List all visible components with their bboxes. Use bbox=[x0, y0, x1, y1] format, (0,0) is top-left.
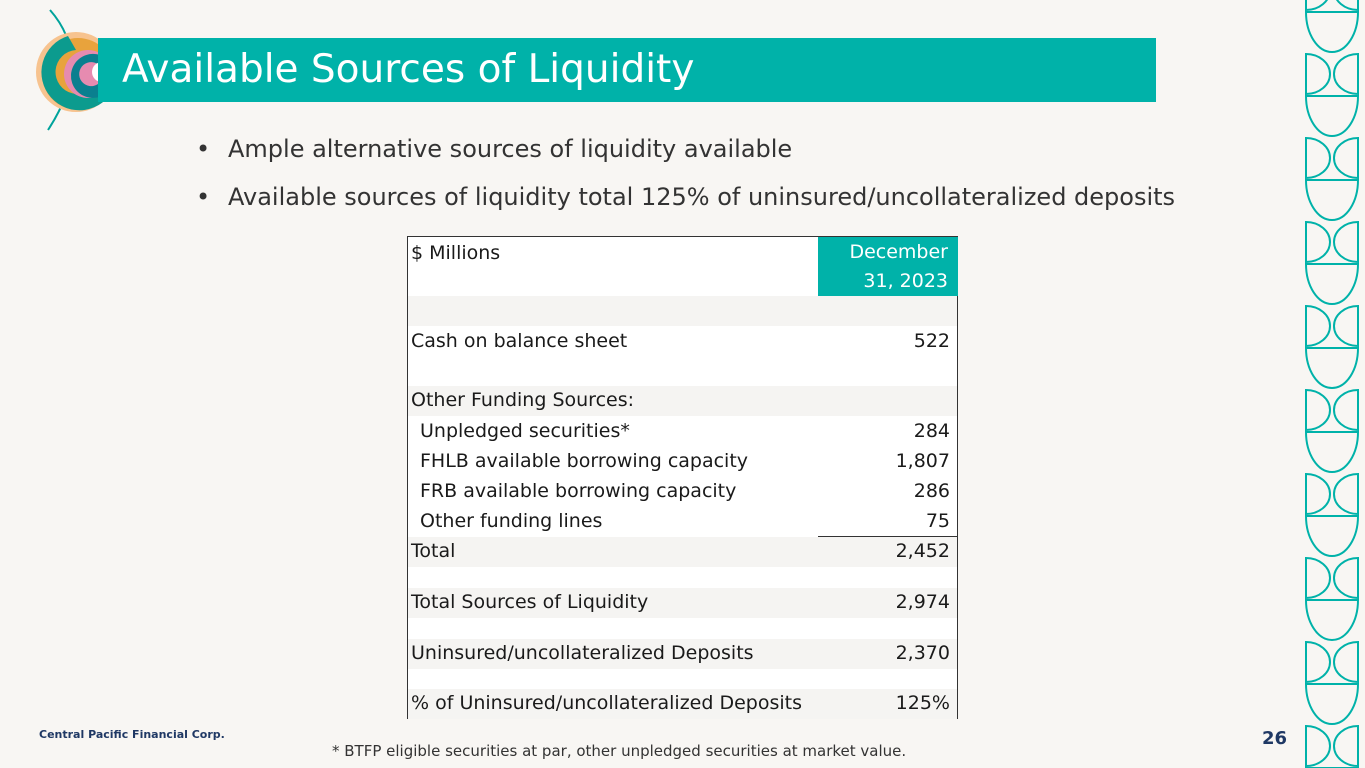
row-label: Unpledged securities* bbox=[420, 420, 630, 442]
column-header bbox=[818, 237, 958, 296]
column-header-line: December bbox=[849, 241, 948, 263]
table-corner-label: $ Millions bbox=[411, 242, 501, 264]
table-row bbox=[408, 386, 957, 416]
row-label: Total Sources of Liquidity bbox=[411, 591, 649, 613]
table-row bbox=[408, 327, 957, 357]
company-name: Central Pacific Financial Corp. bbox=[39, 728, 225, 741]
bullet-text: Available sources of liquidity total 125% of uninsured/uncollateralized deposits bbox=[228, 183, 1176, 211]
row-label: % of Uninsured/uncollateralized Deposits bbox=[411, 692, 803, 714]
pattern-mark bbox=[1306, 642, 1330, 682]
bullet-item bbox=[196, 128, 1175, 176]
spacer-row bbox=[408, 296, 957, 326]
pattern-mark bbox=[1306, 390, 1330, 430]
pattern-mark bbox=[1306, 684, 1358, 724]
pattern-mark bbox=[1334, 474, 1358, 514]
pattern-mark bbox=[1306, 558, 1330, 598]
half-circle-pattern-icon bbox=[1302, 0, 1362, 768]
pattern-mark bbox=[1306, 348, 1358, 388]
bullet-marker: • bbox=[196, 135, 211, 163]
pattern-mark bbox=[1334, 390, 1358, 430]
row-value: 125% bbox=[895, 692, 950, 714]
page-title: Available Sources of Liquidity bbox=[122, 47, 695, 92]
row-value: 2,370 bbox=[895, 642, 950, 664]
pattern-mark bbox=[1334, 306, 1358, 346]
pattern-mark bbox=[1306, 138, 1330, 178]
bullet-text: Ample alternative sources of liquidity available bbox=[228, 135, 793, 163]
table-row bbox=[408, 639, 957, 669]
table-row bbox=[408, 689, 957, 719]
bullet-marker: • bbox=[196, 183, 211, 211]
row-label: Other Funding Sources: bbox=[411, 389, 634, 411]
pattern-mark bbox=[1306, 516, 1358, 556]
table-row bbox=[408, 447, 957, 477]
row-value: 284 bbox=[913, 420, 950, 442]
row-label: Cash on balance sheet bbox=[411, 330, 628, 352]
pattern-mark bbox=[1334, 138, 1358, 178]
pattern-mark bbox=[1334, 222, 1358, 262]
pattern-mark bbox=[1334, 642, 1358, 682]
pattern-mark bbox=[1306, 222, 1330, 262]
liquidity-table bbox=[407, 236, 958, 719]
pattern-mark bbox=[1306, 264, 1358, 304]
row-label: Uninsured/uncollateralized Deposits bbox=[411, 642, 754, 664]
pattern-mark bbox=[1306, 600, 1358, 640]
row-label: FHLB available borrowing capacity bbox=[420, 450, 749, 472]
table-row bbox=[408, 477, 957, 507]
row-value: 522 bbox=[913, 330, 950, 352]
pattern-mark bbox=[1306, 0, 1330, 10]
table-row bbox=[408, 537, 957, 567]
footnote: * BTFP eligible securities at par, other unpledged securities at market value. bbox=[332, 742, 907, 760]
pattern-mark bbox=[1334, 558, 1358, 598]
pattern-mark bbox=[1306, 96, 1358, 136]
row-value: 1,807 bbox=[895, 450, 950, 472]
row-value: 286 bbox=[913, 480, 950, 502]
pattern-mark bbox=[1306, 726, 1330, 766]
table-row bbox=[408, 588, 957, 618]
pattern-mark bbox=[1306, 12, 1358, 52]
row-label: Total bbox=[411, 540, 456, 562]
row-label: FRB available borrowing capacity bbox=[420, 480, 737, 502]
pattern-mark bbox=[1334, 54, 1358, 94]
pattern-mark bbox=[1306, 474, 1330, 514]
pattern-mark bbox=[1306, 54, 1330, 94]
pattern-mark bbox=[1306, 432, 1358, 472]
row-value: 2,974 bbox=[895, 591, 950, 613]
table-row bbox=[408, 417, 957, 447]
pattern-mark bbox=[1334, 726, 1358, 766]
table-row bbox=[408, 507, 957, 537]
row-label: Other funding lines bbox=[420, 510, 603, 532]
bullet-item bbox=[196, 176, 1175, 224]
row-value: 2,452 bbox=[895, 540, 950, 562]
pattern-mark bbox=[1306, 180, 1358, 220]
bullet-list bbox=[196, 128, 1175, 224]
row-value: 75 bbox=[925, 510, 950, 532]
page-number: 26 bbox=[1262, 728, 1288, 749]
pattern-mark bbox=[1334, 0, 1358, 10]
pattern-mark bbox=[1306, 306, 1330, 346]
column-header-line: 31, 2023 bbox=[863, 270, 948, 292]
